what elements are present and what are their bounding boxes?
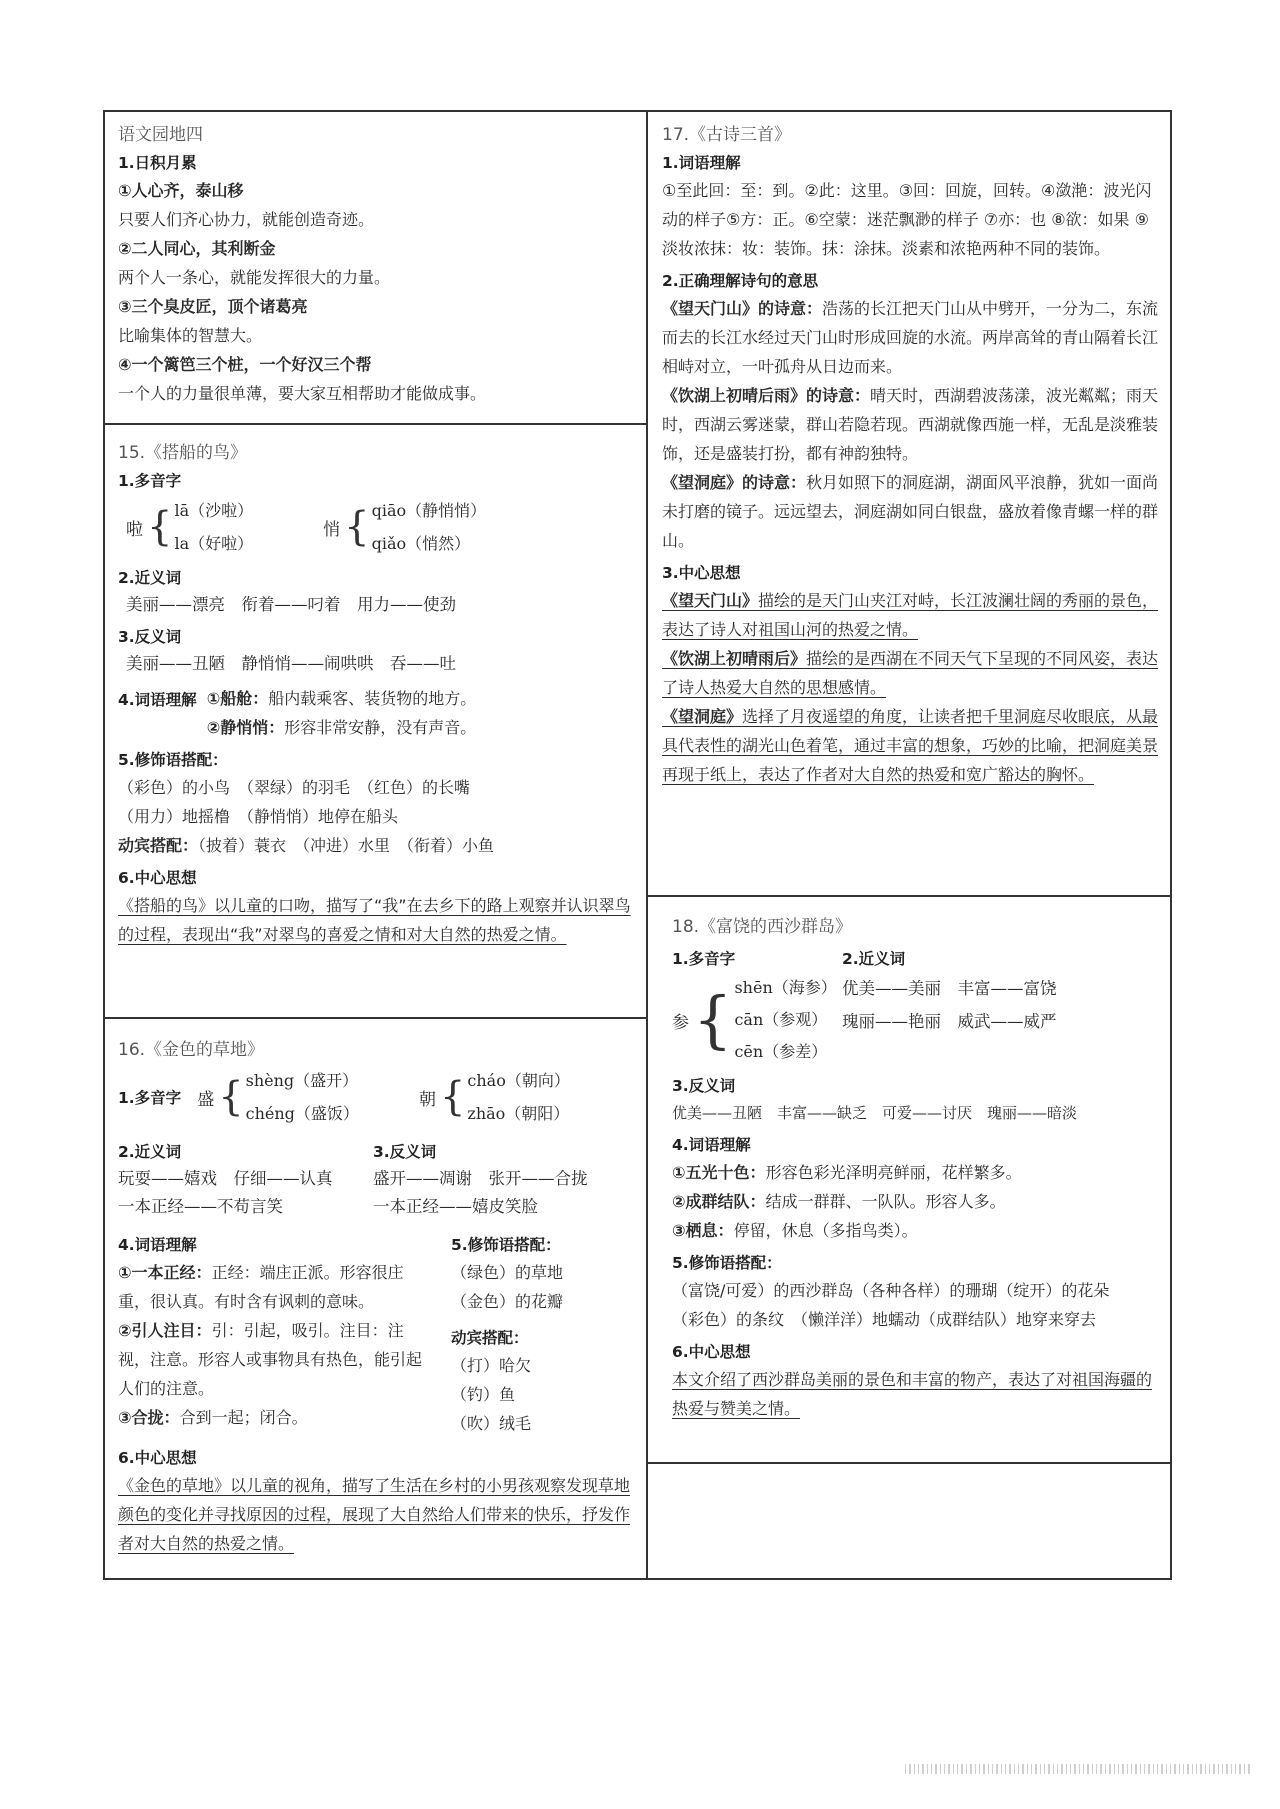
heading-polyphone: 1.多音字 bbox=[118, 472, 182, 490]
scrollbar-tick bbox=[1092, 1764, 1093, 1774]
section-lesson-15 bbox=[118, 438, 638, 949]
vocab-def: 形容色彩光泽明亮鲜丽，花样繁多。 bbox=[765, 1163, 1022, 1182]
modifier-line-1: （富饶/可爱）的西沙群岛（各种各样）的珊瑚（绽开）的花朵 bbox=[672, 1281, 1110, 1300]
synonym-line-1: 玩耍——嬉戏 仔细——认真 bbox=[118, 1169, 333, 1188]
synonym-line-2: 瑰丽——艳丽 威武——威严 bbox=[842, 1012, 1057, 1031]
page-scrollbar[interactable] bbox=[905, 1763, 1250, 1775]
theme-3-label: 《望洞庭》 bbox=[662, 707, 743, 726]
idiom-4-meaning: 一个人的力量很单薄，要大家互相帮助才能做成事。 bbox=[118, 384, 487, 403]
polyphone-can: 参 { shēn（海参） cān（参观） cēn（参差） bbox=[672, 978, 837, 1061]
antonym-line-2: 一本正经——嬉皮笑脸 bbox=[373, 1197, 538, 1216]
verb-object-label: 动宾搭配： bbox=[118, 836, 199, 855]
section-title: 17.《古诗三首》 bbox=[662, 125, 792, 145]
scrollbar-tick bbox=[1140, 1764, 1141, 1774]
modifier-line-2: （用力）地摇橹 （静悄悄）地停在船头 bbox=[118, 807, 399, 826]
scrollbar-tick bbox=[927, 1764, 928, 1774]
scrollbar-tick bbox=[957, 1764, 958, 1774]
scrollbar-tick bbox=[1183, 1764, 1184, 1774]
section-title: 语文园地四 bbox=[118, 125, 203, 145]
synonym-line-2: 一本正经——不苟言笑 bbox=[118, 1197, 283, 1216]
heading-vocab: 1.词语理解 bbox=[662, 154, 741, 172]
scrollbar-tick bbox=[1083, 1764, 1084, 1774]
vocab-def: 正经：端庄正派。形容很庄重，很认真。有时含有讽刺的意味。 bbox=[118, 1263, 404, 1311]
idiom-2: ②二人同心，其利断金 bbox=[118, 239, 276, 258]
scrollbar-tick bbox=[1226, 1764, 1227, 1774]
scrollbar-tick bbox=[1061, 1764, 1062, 1774]
scrollbar-tick bbox=[953, 1764, 954, 1774]
scrollbar-tick bbox=[1127, 1764, 1128, 1774]
heading-theme: 6.中心思想 bbox=[118, 1449, 197, 1467]
idiom-4: ④一个篱笆三个桩，一个好汉三个帮 bbox=[118, 355, 372, 374]
scrollbar-tick bbox=[1200, 1764, 1201, 1774]
antonym-block bbox=[373, 1134, 588, 1221]
scrollbar-tick bbox=[1218, 1764, 1219, 1774]
scrollbar-tick bbox=[1005, 1764, 1006, 1774]
scrollbar-tick bbox=[1248, 1764, 1249, 1774]
scrollbar-tick bbox=[922, 1764, 923, 1774]
antonym-line-1: 盛开——凋谢 张开——合拢 bbox=[373, 1169, 588, 1188]
modifier-block bbox=[451, 1227, 563, 1438]
modifier-line-2: （彩色）的条纹 （懒洋洋）地蠕动（成群结队）地穿来穿去 bbox=[672, 1310, 1097, 1329]
heading-antonyms: 3.反义词 bbox=[373, 1143, 437, 1161]
scrollbar-tick bbox=[1213, 1764, 1214, 1774]
scrollbar-tick bbox=[1009, 1764, 1010, 1774]
poem-3-label: 《望洞庭》的诗意： bbox=[662, 473, 807, 492]
verb-object-list: （披着）蓑衣 （冲进）水里 （衔着）小鱼 bbox=[198, 836, 495, 855]
scrollbar-tick bbox=[1131, 1764, 1132, 1774]
vocab-term: ②静悄悄： bbox=[206, 718, 285, 737]
modifier-2: （金色）的花瓣 bbox=[451, 1292, 564, 1311]
theme-2-text: 描绘的是西湖在不同天气下呈现的不同风姿，表达了诗人热爱大自然的思想感情。 bbox=[662, 649, 1159, 697]
heading-vocab: 4.词语理解 bbox=[118, 1236, 197, 1254]
synonym-block bbox=[842, 941, 1057, 1068]
theme-3-text: 选择了月夜遥望的角度，让读者把千里洞庭尽收眼底，从最具代表性的湖光山色着笔，通过丰富的想象，巧妙的比喻，把洞庭美景再现于纸上，表达了作者对大自然的热爱和宽广豁达的胸怀。 bbox=[662, 707, 1159, 784]
scrollbar-tick bbox=[1135, 1764, 1136, 1774]
vocab-def: 停留，休息（多指鸟类）。 bbox=[733, 1221, 918, 1240]
scrollbar-tick bbox=[1066, 1764, 1067, 1774]
scrollbar-tick bbox=[1014, 1764, 1015, 1774]
vocab-term: ①一本正经： bbox=[118, 1263, 212, 1282]
poem-3-meaning: 秋月如照下的洞庭湖，湖面风平浪静，犹如一面尚未打磨的镜子。远远望去，洞庭湖如同白银盘，盛放着像青螺一样的群山。 bbox=[662, 473, 1159, 550]
scrollbar-tick bbox=[1244, 1764, 1245, 1774]
scrollbar-tick bbox=[1187, 1764, 1188, 1774]
vocab-block bbox=[118, 684, 638, 742]
modifier-line-1: （彩色）的小鸟 （翠绿）的羽毛 （红色）的长嘴 bbox=[118, 778, 471, 797]
vocab-term: ①五光十色： bbox=[672, 1163, 766, 1182]
heading-vocab: 4.词语理解 bbox=[118, 691, 197, 709]
scrollbar-tick bbox=[931, 1764, 932, 1774]
polyphone-qiao: 悄 { qiāo（静悄悄） qiǎo（悄然） bbox=[323, 501, 487, 553]
polyphone-sheng: 盛 { shèng（盛开） chéng（盛饭） bbox=[197, 1071, 359, 1123]
scrollbar-tick bbox=[1070, 1764, 1071, 1774]
scrollbar-tick bbox=[961, 1764, 962, 1774]
scrollbar-tick bbox=[940, 1764, 941, 1774]
vocab-term: ③栖息： bbox=[672, 1221, 734, 1240]
divider-right-1 bbox=[646, 895, 1172, 897]
scrollbar-tick bbox=[1044, 1764, 1045, 1774]
scrollbar-tick bbox=[935, 1764, 936, 1774]
idiom-1-meaning: 只要人们齐心协力，就能创造奇迹。 bbox=[118, 210, 375, 229]
scrollbar-tick bbox=[1157, 1764, 1158, 1774]
scrollbar-tick bbox=[1053, 1764, 1054, 1774]
polyphone-row bbox=[126, 494, 638, 560]
poem-1-meaning: 浩荡的长江把天门山从中劈开，一分为二，东流而去的长江水经过天门山时形成回旋的水流。两岸高耸的青山隔着长江相峙对立，一叶孤舟从日边而来。 bbox=[662, 299, 1159, 376]
idiom-3: ③三个臭皮匠，顶个诸葛亮 bbox=[118, 297, 308, 316]
polyphone-la: 啦 { lā（沙啦） la（好啦） bbox=[126, 501, 254, 553]
scrollbar-tick bbox=[944, 1764, 945, 1774]
scrollbar-tick bbox=[1031, 1764, 1032, 1774]
scrollbar-tick bbox=[975, 1764, 976, 1774]
theme-1-label: 《望天门山》 bbox=[662, 591, 759, 610]
scrollbar-tick bbox=[1087, 1764, 1088, 1774]
heading-antonyms: 3.反义词 bbox=[118, 628, 182, 646]
heading-accumulation: 1.日积月累 bbox=[118, 154, 197, 172]
heading-synonyms: 2.近义词 bbox=[842, 950, 906, 968]
vocab-def: 引：引起，吸引。注目：注视，注意。形容人或事物具有热色，能引起人们的注意。 bbox=[118, 1321, 423, 1398]
scrollbar-tick bbox=[1153, 1764, 1154, 1774]
scrollbar-tick bbox=[1144, 1764, 1145, 1774]
vocab-block bbox=[118, 1227, 433, 1438]
heading-meaning: 2.正确理解诗句的意思 bbox=[662, 272, 819, 290]
section-title: 18.《富饶的西沙群岛》 bbox=[672, 917, 853, 937]
section-title: 15.《搭船的鸟》 bbox=[118, 443, 248, 463]
scrollbar-tick bbox=[1192, 1764, 1193, 1774]
antonym-line: 优美——丑陋 丰富——缺乏 可爱——讨厌 瑰丽——暗淡 bbox=[672, 1104, 1078, 1122]
theme-text: 《搭船的鸟》以儿童的口吻，描写了“我”在去乡下的路上观察并认识翠鸟的过程，表现出“我”对翠鸟的喜爱之情和对大自然的热爱之情。 bbox=[118, 896, 631, 944]
theme-text: 本文介绍了西沙群岛美丽的景色和丰富的物产，表达了对祖国海疆的热爱与赞美之情。 bbox=[672, 1370, 1153, 1418]
verb-object-2: （钓）鱼 bbox=[451, 1385, 516, 1404]
scrollbar-tick bbox=[1022, 1764, 1023, 1774]
section-lesson-17 bbox=[662, 120, 1160, 789]
scrollbar-tick bbox=[1114, 1764, 1115, 1774]
theme-1-text: 描绘的是天门山夹江对峙，长江波澜壮阔的秀丽的景色，表达了诗人对祖国山河的热爱之情。 bbox=[662, 591, 1159, 639]
scrollbar-tick bbox=[1231, 1764, 1232, 1774]
scrollbar-tick bbox=[1057, 1764, 1058, 1774]
divider-left-1 bbox=[103, 423, 647, 425]
heading-modifiers: 5.修饰语搭配： bbox=[118, 751, 228, 769]
scrollbar-tick bbox=[1196, 1764, 1197, 1774]
scrollbar-tick bbox=[983, 1764, 984, 1774]
synonym-pairs: 美丽——漂亮 衔着——叼着 用力——使劲 bbox=[126, 595, 456, 614]
scrollbar-tick bbox=[1222, 1764, 1223, 1774]
scrollbar-tick bbox=[914, 1764, 915, 1774]
poem-2-label: 《饮湖上初晴后雨》的诗意： bbox=[662, 386, 871, 405]
scrollbar-tick bbox=[1118, 1764, 1119, 1774]
scrollbar-tick bbox=[1074, 1764, 1075, 1774]
polyphone-chao: 朝 { cháo（朝向） zhāo（朝阳） bbox=[418, 1071, 570, 1123]
poem-2-meaning: 晴天时，西湖碧波荡漾，波光粼粼；雨天时，西湖云雾迷蒙，群山若隐若现。西湖就像西施一样，无乱是淡雅装饰，还是盛装打扮，都有神韵独特。 bbox=[662, 386, 1159, 463]
section-title: 16.《金色的草地》 bbox=[118, 1040, 265, 1060]
heading-polyphone: 1.多音字 bbox=[118, 1089, 182, 1107]
heading-vocab: 4.词语理解 bbox=[672, 1136, 751, 1154]
vocab-term: ①船舱： bbox=[206, 689, 269, 708]
vocab-def: 船内载乘客、装货物的地方。 bbox=[268, 689, 477, 708]
heading-polyphone: 1.多音字 bbox=[672, 950, 736, 968]
theme-2-label: 《饮湖上初晴雨后》 bbox=[662, 649, 807, 668]
synonym-line-1: 优美——美丽 丰富——富饶 bbox=[842, 979, 1057, 998]
scrollbar-tick bbox=[1109, 1764, 1110, 1774]
scrollbar-tick bbox=[1148, 1764, 1149, 1774]
idiom-1: ①人心齐，泰山移 bbox=[118, 181, 244, 200]
heading-theme: 6.中心思想 bbox=[118, 869, 197, 887]
scrollbar-tick bbox=[992, 1764, 993, 1774]
scrollbar-tick bbox=[905, 1764, 906, 1774]
verb-object-1: （打）哈欠 bbox=[451, 1356, 532, 1375]
scrollbar-tick bbox=[1027, 1764, 1028, 1774]
poem-1-label: 《望天门山》的诗意： bbox=[662, 299, 823, 318]
synonym-block bbox=[118, 1134, 373, 1221]
modifier-1: （绿色）的草地 bbox=[451, 1263, 564, 1282]
scrollbar-tick bbox=[1018, 1764, 1019, 1774]
scrollbar-tick bbox=[1170, 1764, 1171, 1774]
verb-object-label: 动宾搭配： bbox=[451, 1329, 529, 1347]
theme-text: 《金色的草地》以儿童的视角，描写了生活在乡村的小男孩观察发现草地颜色的变化并寻找原因的过程，展现了大自然给人们带来的快乐，抒发作者对大自然的热爱之情。 bbox=[118, 1476, 631, 1553]
scrollbar-tick bbox=[1174, 1764, 1175, 1774]
polyphone-block bbox=[672, 941, 842, 1068]
scrollbar-tick bbox=[979, 1764, 980, 1774]
scrollbar-tick bbox=[1040, 1764, 1041, 1774]
heading-modifiers: 5.修饰语搭配： bbox=[451, 1236, 561, 1254]
scrollbar-tick bbox=[1179, 1764, 1180, 1774]
scrollbar-tick bbox=[948, 1764, 949, 1774]
antonym-pairs: 美丽——丑陋 静悄悄——闹哄哄 吞——吐 bbox=[126, 654, 456, 673]
vocab-def: 合到一起；闭合。 bbox=[179, 1408, 308, 1427]
vocab-term: ②成群结队： bbox=[672, 1192, 766, 1211]
scrollbar-tick bbox=[1166, 1764, 1167, 1774]
scrollbar-tick bbox=[1105, 1764, 1106, 1774]
scrollbar-tick bbox=[1100, 1764, 1101, 1774]
vocab-term: ③合拢： bbox=[118, 1408, 180, 1427]
heading-antonyms: 3.反义词 bbox=[672, 1077, 736, 1095]
verb-object-3: （吹）绒毛 bbox=[451, 1414, 532, 1433]
scrollbar-tick bbox=[909, 1764, 910, 1774]
divider-right-2 bbox=[646, 1462, 1172, 1464]
scrollbar-tick bbox=[966, 1764, 967, 1774]
heading-synonyms: 2.近义词 bbox=[118, 1143, 182, 1161]
scrollbar-tick bbox=[1001, 1764, 1002, 1774]
scrollbar-tick bbox=[1239, 1764, 1240, 1774]
section-yuwen-yuandi bbox=[118, 120, 638, 408]
vocab-list: ①至此回：至：到。②此：这里。③回：回旋，回转。④潋滟：波光闪动的样子⑤方：正。⑥空蒙：迷茫飘渺的样子 ⑦亦：也 ⑧欲：如果 ⑨淡妆浓抹：妆：装饰。抹：涂抹。淡素和浓艳两种不同的装饰。 bbox=[662, 181, 1152, 258]
scrollbar-tick bbox=[1209, 1764, 1210, 1774]
scrollbar-tick bbox=[1122, 1764, 1123, 1774]
idiom-3-meaning: 比喻集体的智慧大。 bbox=[118, 326, 263, 345]
scrollbar-tick bbox=[1048, 1764, 1049, 1774]
divider-left-2 bbox=[103, 1017, 647, 1019]
heading-synonyms: 2.近义词 bbox=[118, 569, 182, 587]
section-lesson-16 bbox=[118, 1035, 638, 1558]
vocab-def: 形容非常安静，没有声音。 bbox=[284, 718, 477, 737]
scrollbar-tick bbox=[1079, 1764, 1080, 1774]
section-lesson-18 bbox=[672, 912, 1162, 1423]
scrollbar-tick bbox=[1161, 1764, 1162, 1774]
scrollbar-tick bbox=[1035, 1764, 1036, 1774]
scrollbar-tick bbox=[1096, 1764, 1097, 1774]
scrollbar-tick bbox=[996, 1764, 997, 1774]
column-divider bbox=[646, 110, 648, 1580]
scrollbar-tick bbox=[918, 1764, 919, 1774]
scrollbar-tick bbox=[970, 1764, 971, 1774]
scrollbar-tick bbox=[1235, 1764, 1236, 1774]
vocab-term: ②引人注目： bbox=[118, 1321, 212, 1340]
idiom-2-meaning: 两个人一条心，就能发挥很大的力量。 bbox=[118, 268, 391, 287]
scrollbar-tick bbox=[1205, 1764, 1206, 1774]
scrollbar-tick bbox=[988, 1764, 989, 1774]
vocab-def: 结成一群群、一队队。形容人多。 bbox=[765, 1192, 1006, 1211]
polyphone-row bbox=[118, 1064, 638, 1130]
heading-theme: 3.中心思想 bbox=[662, 564, 741, 582]
heading-theme: 6.中心思想 bbox=[672, 1343, 751, 1361]
heading-modifiers: 5.修饰语搭配： bbox=[672, 1254, 782, 1272]
